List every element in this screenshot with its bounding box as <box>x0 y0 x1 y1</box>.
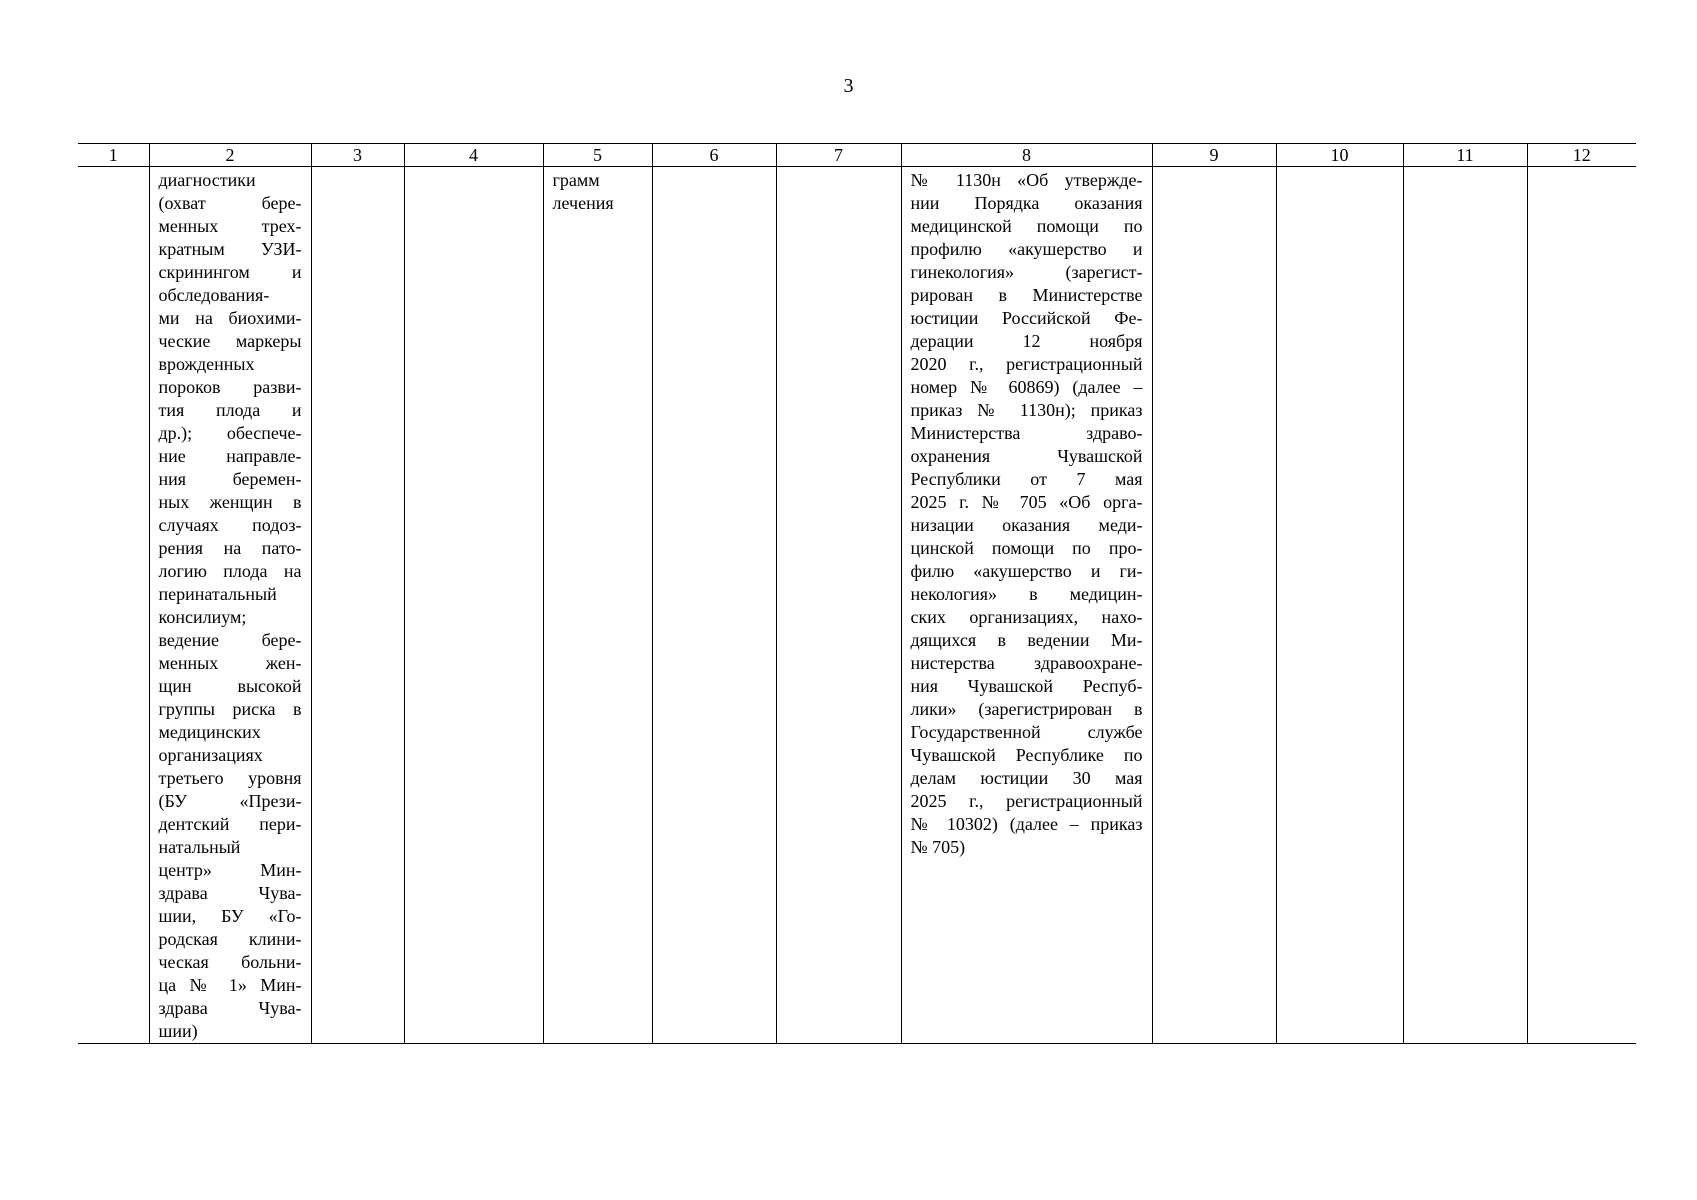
cell-text-line: 2025 г. № 705 «Об орга- <box>910 492 1143 512</box>
cell-col-9 <box>1152 167 1276 1044</box>
column-header-5: 5 <box>543 144 652 167</box>
cell-text-line: пороков разви- <box>158 377 302 397</box>
cell-text-line: натальный <box>158 837 241 857</box>
cell-text-line: некология» в медицин- <box>910 584 1143 604</box>
cell-col-5 <box>543 167 652 1044</box>
cell-text-line: 2025 г., регистрационный <box>910 791 1143 811</box>
cell-text-line: кратным УЗИ- <box>158 239 302 259</box>
cell-col-1 <box>78 167 149 1044</box>
column-header-3: 3 <box>311 144 404 167</box>
cell-text-line: цинской помощи по про- <box>910 538 1143 558</box>
cell-text-line: ских организациях, нахо- <box>910 607 1143 627</box>
column-header-9: 9 <box>1152 144 1276 167</box>
cell-text-line: здрава Чува- <box>158 883 302 903</box>
cell-text-line: делам юстиции 30 мая <box>910 768 1143 788</box>
cell-text-line: перинатальный <box>158 584 277 604</box>
cell-text-line: ческая больни- <box>158 952 302 972</box>
column-header-1: 1 <box>78 144 149 167</box>
cell-text-line: номер № 60869) (далее – <box>910 377 1143 397</box>
cell-col-10 <box>1276 167 1403 1044</box>
table-row <box>78 167 1636 1044</box>
cell-text-line: дентский пери- <box>158 814 302 834</box>
cell-col-2-text <box>159 169 302 1043</box>
cell-text-line: охранения Чувашской <box>910 446 1143 466</box>
cell-text-line: низации оказания меди- <box>910 515 1143 535</box>
cell-text-line: шии) <box>158 1021 198 1041</box>
cell-text-line: лечения <box>552 193 614 213</box>
cell-text-line: № 10302) (далее – приказ <box>910 814 1143 834</box>
document-table <box>78 143 1636 1044</box>
column-header-2: 2 <box>149 144 311 167</box>
cell-text-line: тия плода и <box>158 400 302 420</box>
cell-col-8-text <box>911 169 1143 859</box>
cell-text-line: медицинских <box>158 722 261 742</box>
cell-text-line: № 1130н «Об утвержде- <box>910 170 1143 190</box>
cell-text-line: случаях подоз- <box>158 515 302 535</box>
column-header-8: 8 <box>901 144 1152 167</box>
cell-col-12 <box>1527 167 1636 1044</box>
cell-text-line: ческие маркеры <box>158 331 302 351</box>
cell-text-line: менных трех- <box>158 216 302 236</box>
cell-col-11 <box>1403 167 1527 1044</box>
cell-text-line: (БУ «Прези- <box>158 791 302 811</box>
cell-text-line: ния Чувашской Респуб- <box>910 676 1143 696</box>
cell-text-line: гинекология» (зарегист- <box>910 262 1143 282</box>
cell-text-line: врожденных <box>158 354 255 374</box>
cell-text-line: Государственной службе <box>910 722 1143 742</box>
column-header-6: 6 <box>652 144 776 167</box>
cell-text-line: филю «акушерство и ги- <box>910 561 1143 581</box>
cell-text-line: медицинской помощи по <box>910 216 1143 236</box>
cell-text-line: рения на пато- <box>158 538 302 558</box>
cell-text-line: шии, БУ «Го- <box>158 906 302 926</box>
header-row <box>78 144 1636 167</box>
cell-text-line: дящихся в ведении Ми- <box>910 630 1143 650</box>
cell-text-line: центр» Мин- <box>158 860 302 880</box>
cell-col-4 <box>404 167 543 1044</box>
cell-text-line: родская клини- <box>158 929 302 949</box>
page-number: 3 <box>843 75 854 97</box>
cell-text-line: консилиум; <box>158 607 247 627</box>
cell-text-line: нии Порядка оказания <box>910 193 1143 213</box>
cell-text-line: ца № 1» Мин- <box>158 975 302 995</box>
cell-text-line: диагностики <box>158 170 256 190</box>
cell-text-line: организациях <box>158 745 263 765</box>
cell-text-line: лики» (зарегистрирован в <box>910 699 1143 719</box>
cell-text-line: ние направле- <box>158 446 302 466</box>
cell-text-line: ведение бере- <box>158 630 302 650</box>
cell-text-line: третьего уровня <box>158 768 302 788</box>
cell-text-line: рирован в Министерстве <box>910 285 1143 305</box>
cell-text-line: скринингом и <box>158 262 302 282</box>
column-header-7: 7 <box>776 144 901 167</box>
cell-col-6 <box>652 167 776 1044</box>
column-header-10: 10 <box>1276 144 1403 167</box>
cell-col-5-text <box>553 169 643 215</box>
column-header-4: 4 <box>404 144 543 167</box>
cell-text-line: щин высокой <box>158 676 302 696</box>
cell-text-line: юстиции Российской Фе- <box>910 308 1143 328</box>
cell-text-line: нистерства здравоохране- <box>910 653 1143 673</box>
cell-text-line: (охват бере- <box>158 193 302 213</box>
cell-col-8 <box>901 167 1152 1044</box>
column-header-12: 12 <box>1527 144 1636 167</box>
column-header-11: 11 <box>1403 144 1527 167</box>
cell-text-line: грамм <box>552 170 600 190</box>
cell-text-line: ных женщин в <box>158 492 302 512</box>
cell-text-line: менных жен- <box>158 653 302 673</box>
cell-text-line: др.); обеспече- <box>158 423 302 443</box>
cell-text-line: обследования- <box>158 285 270 305</box>
cell-text-line: Министерства здраво- <box>910 423 1143 443</box>
cell-text-line: ми на биохими- <box>158 308 302 328</box>
cell-text-line: дерации 12 ноября <box>910 331 1143 351</box>
cell-col-7 <box>776 167 901 1044</box>
cell-col-3 <box>311 167 404 1044</box>
cell-text-line: профилю «акушерство и <box>910 239 1143 259</box>
cell-text-line: группы риска в <box>158 699 302 719</box>
cell-text-line: № 705) <box>910 837 966 857</box>
cell-text-line: здрава Чува- <box>158 998 302 1018</box>
cell-col-2 <box>149 167 311 1044</box>
cell-text-line: Чувашской Республике по <box>910 745 1143 765</box>
cell-text-line: 2020 г., регистрационный <box>910 354 1143 374</box>
cell-text-line: Республики от 7 мая <box>910 469 1143 489</box>
cell-text-line: логию плода на <box>158 561 302 581</box>
cell-text-line: ния беремен- <box>158 469 302 489</box>
cell-text-line: приказ № 1130н); приказ <box>910 400 1143 420</box>
